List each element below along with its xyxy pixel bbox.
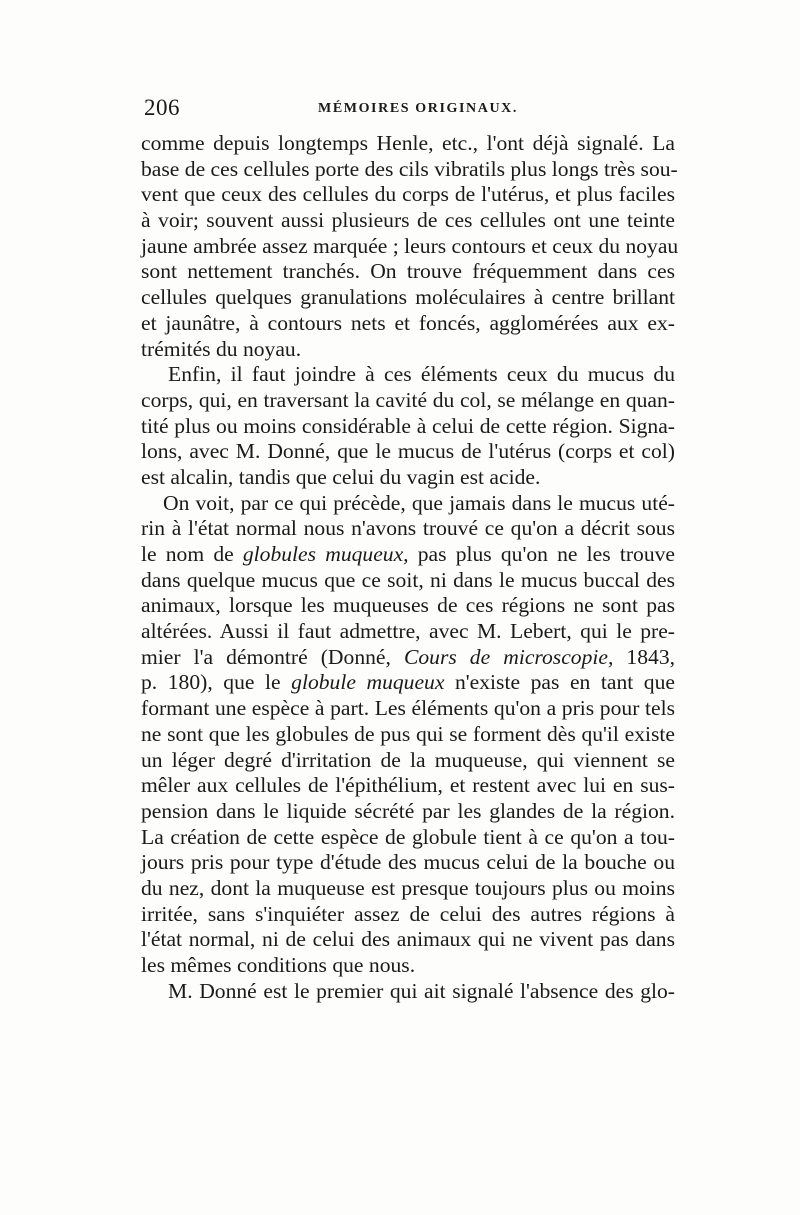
text-line: Enfin, il faut joindre à ces éléments ceux du mucus du [168,362,675,387]
text-line: vent que ceux des cellules du corps de l'utérus, et plus faciles [141,182,675,207]
text-segment: pas plus qu'on ne les trouve [408,542,675,566]
text-line: corps, qui, en traversant la cavité du col, se mélange en quan- [141,387,675,412]
text-line [141,645,675,671]
text-line: altérées. Aussi il faut admettre, avec M. Lebert, qui le pre- [141,619,675,644]
text-segment: 1843, [613,644,676,669]
text-line: mêler aux cellules de l'épithélium, et restent avec lui en sus- [141,773,675,798]
body-text [141,131,679,1004]
text-line: trémités du noyau. [141,336,302,361]
italic-term: globules muqueux, [242,542,409,566]
page-number: 206 [144,95,180,120]
text-line: dans quelque mucus que ce soit, ni dans le mucus buccal des [141,567,675,592]
text-line: animaux, lorsque les muqueuses de ces régions ne sont pas [141,593,675,618]
text-segment: p. 180), que le [141,670,292,695]
text-line: rin à l'état normal nous n'avons trouvé ce qu'on a décrit sous [141,516,675,541]
italic-term: globule muqueux [291,670,445,695]
text-line: ne sont que les globules de pus qui se forment dès qu'il existe [141,721,675,746]
text-line: formant une espèce à part. Les éléments qu'on a pris pour tels [141,696,675,721]
text-segment: mier l'a démontré (Donné, [141,644,404,669]
text-line: lons, avec M. Donné, que le mucus de l'utérus (corps et col) [141,439,675,464]
text-line: cellules quelques granulations moléculaires à centre brillant [141,285,675,310]
text-line: comme depuis longtemps Henle, etc., l'ont déjà signalé. La [141,131,675,155]
text-line: On voit, par ce qui précède, que jamais dans le mucus uté- [163,490,675,515]
italic-citation: Cours de microscopie, [403,644,614,669]
text-line: et jaunâtre, à contours nets et foncés, agglomérées aux ex- [141,310,675,335]
text-line: jaune ambrée assez marquée ; leurs contours et ceux du noyau [141,233,679,258]
text-line: M. Donné est le premier qui ait signalé l'absence des glo- [168,978,675,1003]
text-line: La création de cette espèce de globule tient à ce qu'on a tou- [141,824,675,849]
running-head: MÉMOIRES ORIGINAUX. [318,101,518,116]
text-line [141,670,675,696]
text-line: du nez, dont la muqueuse est presque toujours plus ou moins [141,875,675,900]
text-line: base de ces cellules porte des cils vibratils plus longs très sou- [141,156,678,181]
text-line: pension dans le liquide sécrété par les glandes de la région. [141,798,675,823]
text-segment: le nom de [141,542,243,566]
text-line: tité plus ou moins considérable à celui de cette région. Signa- [141,413,675,438]
text-segment: n'existe pas en tant que [444,670,675,695]
text-line [141,542,675,568]
text-line: l'état normal, ni de celui des animaux qui ne vivent pas dans [141,927,675,952]
text-line: à voir; souvent aussi plusieurs de ces cellules ont une teinte [141,208,675,233]
text-line: jours pris pour type d'étude des mucus celui de la bouche ou [141,850,675,875]
page-header [144,95,674,125]
text-line: un léger degré d'irritation de la muqueuse, qui viennent se [141,747,675,772]
text-line: les mêmes conditions que nous. [141,953,416,977]
text-line: irritée, sans s'inquiéter assez de celui des autres régions à [141,901,675,926]
text-line: est alcalin, tandis que celui du vagin est acide. [141,464,541,489]
text-line: sont nettement tranchés. On trouve fréquemment dans ces [141,259,675,284]
